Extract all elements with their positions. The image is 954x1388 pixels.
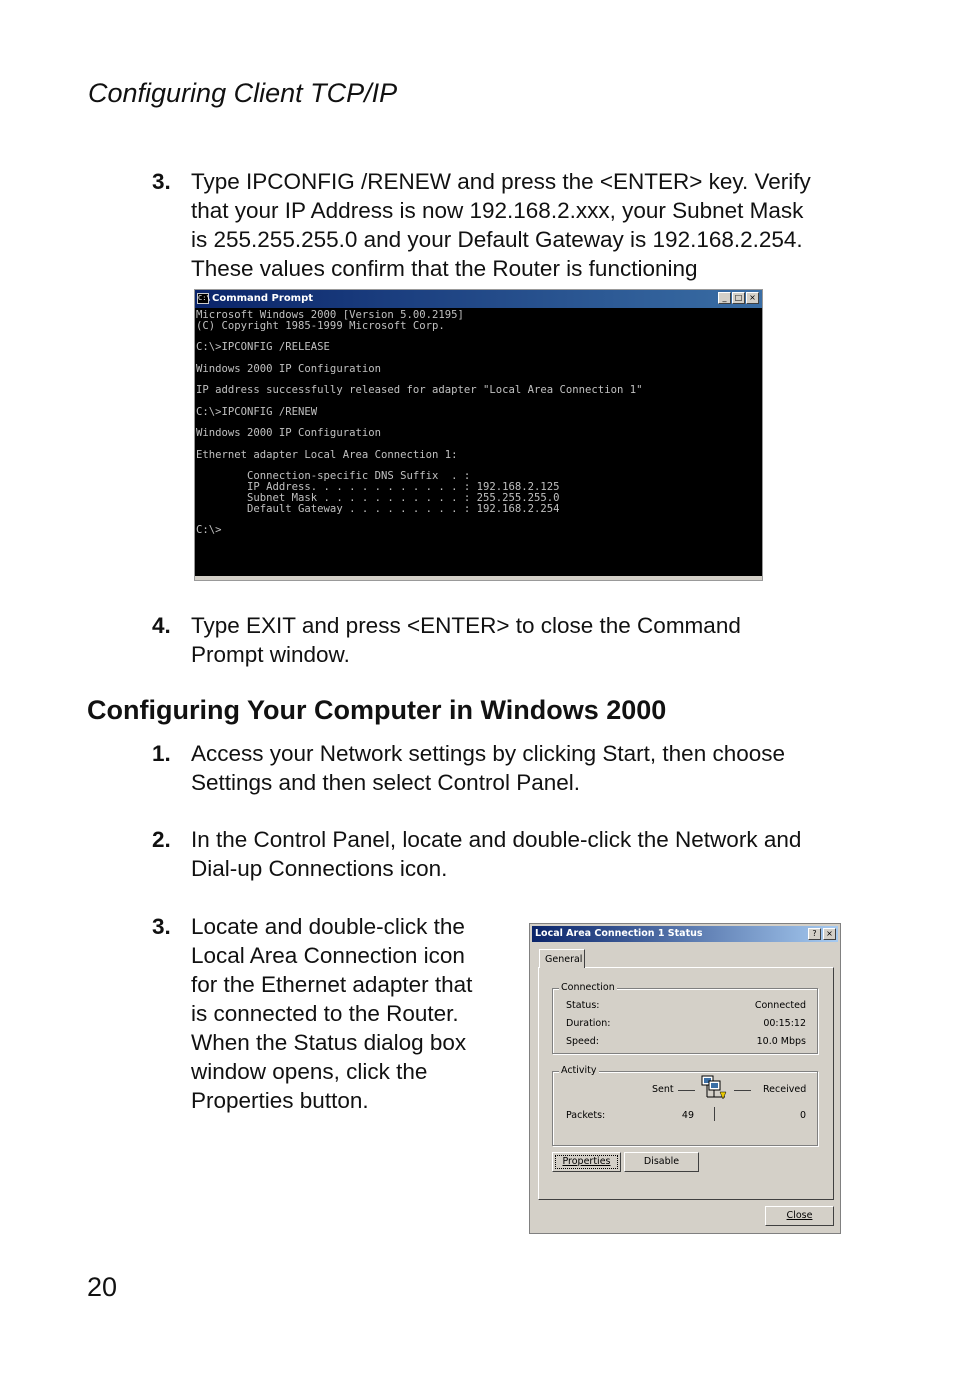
cmd-line: IP Address. . . . . . . . . . . . : 192.168.2.125 — [196, 481, 560, 493]
step-number: 2. — [152, 827, 171, 852]
cmd-line: IP address successfully released for adapter "Local Area Connection 1" — [196, 384, 643, 397]
step-line: Dial-up Connections icon. — [191, 856, 448, 881]
duration-value: 00:15:12 — [763, 1018, 806, 1029]
cmd-line — [196, 514, 642, 525]
tab-label: General — [545, 954, 583, 965]
step-line: In the Control Panel, locate and double-click the Network and — [191, 827, 802, 852]
cmd-title: Command Prompt — [212, 293, 314, 304]
cmd-window-icon: C:\ — [198, 294, 211, 302]
step-line: Settings and then select Control Panel. — [191, 770, 580, 795]
sent-label: Sent — [652, 1084, 674, 1095]
help-icon[interactable]: ? — [808, 928, 821, 940]
cmd-line: (C) Copyright 1985-1999 Microsoft Corp. — [196, 319, 445, 332]
activity-group — [552, 1065, 818, 1146]
step-line: Locate and double-click the — [191, 914, 465, 939]
page-number: 20 — [87, 1272, 118, 1302]
general-panel — [538, 967, 834, 1200]
step-line: window opens, click the — [191, 1059, 428, 1084]
cmd-line: Subnet Mask . . . . . . . . . . . : 255.255.255.0 — [196, 491, 560, 504]
step-line: is 255.255.255.0 and your Default Gateway is 192.168.2.254. — [191, 227, 803, 252]
activity-legend: Activity — [561, 1065, 597, 1076]
connection-legend: Connection — [561, 982, 615, 993]
sent-line — [678, 1090, 695, 1091]
step-line: that your IP Address is now 192.168.2.xxx, your Subnet Mask — [191, 198, 804, 223]
dialog-title-bar — [532, 926, 838, 942]
step-number: 3. — [152, 169, 171, 194]
step-line: Access your Network settings by clicking Start, then choose — [191, 741, 786, 766]
speed-label: Speed: — [566, 1036, 599, 1047]
close-icon[interactable]: × — [746, 292, 759, 304]
disable-button[interactable]: Disable — [624, 1152, 699, 1172]
step-line: Properties button. — [191, 1088, 369, 1113]
close-button[interactable]: Close — [765, 1206, 834, 1226]
cmd-line: Default Gateway . . . . . . . . . : 192.168.2.254 — [196, 502, 560, 515]
cmd-bottom-border — [195, 576, 762, 580]
packets-divider — [714, 1107, 715, 1121]
cmd-line: Microsoft Windows 2000 [Version 5.00.2195] — [196, 309, 464, 321]
cmd-line: C:\> — [196, 524, 222, 536]
cmd-output — [196, 310, 642, 536]
status-dialog — [529, 923, 841, 1234]
cmd-line: Windows 2000 IP Configuration — [196, 427, 381, 440]
step-number: 1. — [152, 741, 171, 766]
step-line: Prompt window. — [191, 642, 350, 667]
speed-value: 10.0 Mbps — [756, 1036, 806, 1047]
step-line: Type IPCONFIG /RENEW and press the <ENTER> key. Verify — [191, 169, 811, 194]
section-heading: Configuring Your Computer in Windows 2000 — [87, 695, 667, 725]
cmd-line: C:\>IPCONFIG /RELEASE — [196, 341, 330, 354]
connection-group — [552, 982, 818, 1054]
properties-button[interactable]: Properties — [552, 1152, 621, 1172]
dialog-title: Local Area Connection 1 Status — [535, 928, 703, 939]
step-line: These values confirm that the Router is functioning — [191, 256, 698, 281]
packets-label: Packets: — [566, 1110, 606, 1121]
step-line: for the Ethernet adapter that — [191, 972, 473, 997]
step-line: Type EXIT and press <ENTER> to close the Command — [191, 613, 741, 638]
network-computers-icon — [699, 1075, 733, 1103]
step-line: is connected to the Router. — [191, 1001, 459, 1026]
packets-received-value: 0 — [799, 1110, 806, 1121]
packets-sent-value: 49 — [681, 1110, 694, 1121]
step-number: 4. — [152, 613, 171, 638]
cmd-line: Windows 2000 IP Configuration — [196, 362, 381, 375]
command-prompt-window — [194, 289, 763, 581]
received-line — [734, 1090, 751, 1091]
tab-general[interactable] — [539, 949, 585, 968]
cmd-line: C:\>IPCONFIG /RENEW — [196, 405, 318, 418]
cmd-line: Ethernet adapter Local Area Connection 1: — [196, 448, 458, 461]
step-number: 3. — [152, 914, 171, 939]
running-head: Configuring Client TCP/IP — [88, 78, 398, 108]
cmd-line: Connection-specific DNS Suffix . : — [196, 470, 471, 483]
step-line: When the Status dialog box — [191, 1030, 467, 1055]
maximize-icon[interactable]: □ — [732, 292, 745, 304]
status-value: Connected — [754, 1000, 806, 1011]
minimize-icon[interactable]: _ — [718, 292, 731, 304]
step-line: Local Area Connection icon — [191, 943, 465, 968]
status-label: Status: — [566, 1000, 600, 1011]
close-icon[interactable]: × — [823, 928, 836, 940]
duration-label: Duration: — [566, 1018, 611, 1029]
received-label: Received — [763, 1084, 807, 1095]
cmd-title-bar — [195, 290, 762, 308]
